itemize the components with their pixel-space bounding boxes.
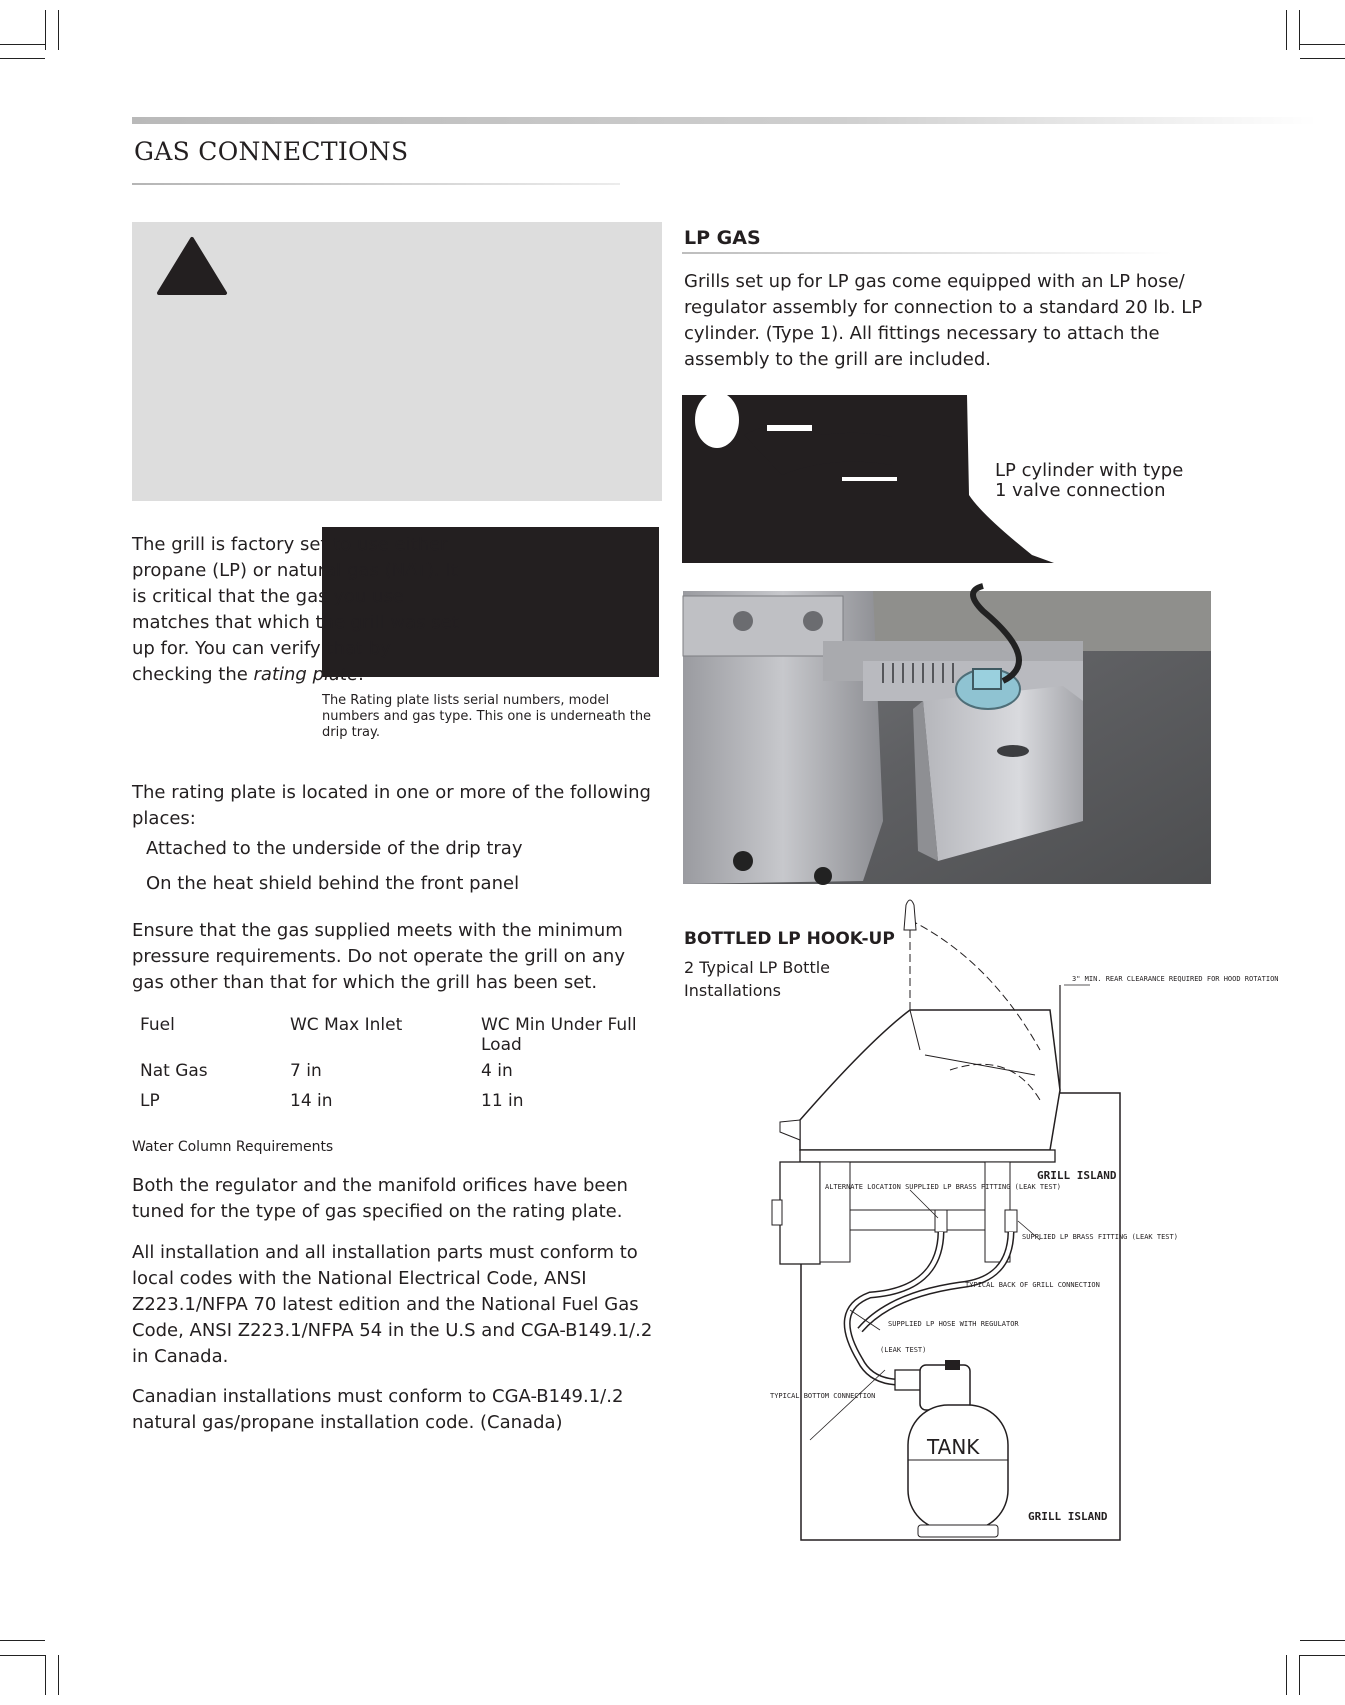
grill-island-bottom-label: GRILL ISLAND xyxy=(1028,1510,1108,1523)
warning-box xyxy=(132,222,662,501)
crop-mark xyxy=(1300,1640,1345,1641)
crop-mark xyxy=(45,10,46,50)
grill-island-top-label: GRILL ISLAND xyxy=(1037,1169,1117,1182)
rear-clearance-label: 3" MIN. REAR CLEARANCE REQUIRED FOR HOOD ROTATION xyxy=(1072,975,1279,983)
crop-mark xyxy=(1300,44,1345,45)
table-header-row xyxy=(140,1015,651,1061)
page-title: GAS CONNECTIONS xyxy=(134,137,409,166)
bottom-connection-label: TYPICAL BOTTOM CONNECTION xyxy=(770,1392,876,1400)
fuel-table xyxy=(140,1015,660,1121)
crop-mark xyxy=(0,44,45,45)
table-cell: 11 in xyxy=(481,1091,524,1111)
table-header: WC Min Under Full Load xyxy=(481,1015,637,1055)
table-caption: Water Column Requirements xyxy=(132,1139,334,1155)
table-cell: 14 in xyxy=(290,1091,333,1111)
intro-emphasis: rating plate xyxy=(253,664,359,685)
grill-hood xyxy=(800,1010,1060,1150)
lp-gas-heading: LP GAS xyxy=(684,227,761,249)
grill-with-lp-tank-photo xyxy=(683,591,1211,884)
intro-paragraph xyxy=(132,532,662,742)
codes-paragraph: All installation and all installation parts must conform to local codes with the National Electrical Code, ANSI Z223.1/NFPA 70 latest edition and the National Fuel Gas Code, ANSI Z223.1/NFPA 54 in the U.S and CGA-B149.1/.2 in Canada. xyxy=(132,1242,653,1367)
header-bar xyxy=(132,117,1317,124)
intro-text: The grill is factory set to use either propane (LP) or natural gas (NAT). It is critical that the gas you use matches that which the grill was set up for. You can verify that by checking the xyxy=(132,534,459,685)
table-header: WC Max Inlet xyxy=(290,1015,403,1035)
pressure-paragraph: Ensure that the gas supplied meets with the minimum pressure requirements. Do not operate the grill on any gas other than that for which the grill has been set. xyxy=(132,920,625,993)
regulator-paragraph: Both the regulator and the manifold orifices have been tuned for the type of gas specified on the rating plate. xyxy=(132,1175,628,1222)
leak-test-label: (LEAK TEST) xyxy=(880,1346,927,1354)
crop-mark xyxy=(1300,1655,1345,1656)
crop-mark xyxy=(58,1655,59,1695)
rating-plate-caption: The Rating plate lists serial numbers, model numbers and gas type. This one is underneath the drip tray. xyxy=(322,693,652,740)
lp-paragraph: Grills set up for LP gas come equipped with an LP hose/ regulator assembly for connection to a standard 20 lb. LP cylinder. (Type 1). All fittings necessary to attach the assembly to the grill are included. xyxy=(684,271,1203,370)
crop-mark xyxy=(0,1640,45,1641)
hookup-heading: BOTTLED LP HOOK-UP xyxy=(684,929,895,949)
table-cell: 7 in xyxy=(290,1061,322,1081)
crop-mark xyxy=(0,1655,45,1656)
location-item: Attached to the underside of the drip tray xyxy=(146,838,523,859)
alt-location-label: ALTERNATE LOCATION SUPPLIED LP BRASS FITTING (LEAK TEST) xyxy=(825,1183,1062,1191)
table-cell: LP xyxy=(140,1091,160,1111)
title-underline xyxy=(132,183,620,185)
table-row xyxy=(140,1091,651,1121)
supplied-lp-label: SUPPLIED LP BRASS FITTING (LEAK TEST) xyxy=(1022,1233,1178,1241)
lp-hookup-diagram xyxy=(760,900,1279,1550)
crop-mark xyxy=(1286,10,1287,50)
crop-mark xyxy=(58,10,59,50)
tank-body xyxy=(908,1405,1008,1530)
location-item: On the heat shield behind the front panel xyxy=(146,873,520,894)
warning-triangle-icon xyxy=(157,235,227,297)
tank-label: TANK xyxy=(927,1435,980,1459)
valve-highlight xyxy=(695,392,739,448)
table-cell: Nat Gas xyxy=(140,1061,208,1081)
cylinder-caption: LP cylinder with type 1 valve connection xyxy=(995,460,1184,501)
hose-label: SUPPLIED LP HOSE WITH REGULATOR xyxy=(888,1320,1019,1328)
table-row xyxy=(140,1061,651,1091)
crop-mark xyxy=(0,58,45,59)
lp-heading-rule xyxy=(682,252,1172,254)
hookup-subheading: 2 Typical LP Bottle Installations xyxy=(684,958,830,1000)
table-cell: 4 in xyxy=(481,1061,513,1081)
table-header: Fuel xyxy=(140,1015,175,1035)
canada-paragraph: Canadian installations must conform to CGA-B149.1/.2 natural gas/propane installation code. (Canada) xyxy=(132,1386,624,1433)
crop-mark xyxy=(45,1655,46,1695)
back-connection-label: TYPICAL BACK OF GRILL CONNECTION xyxy=(965,1281,1100,1289)
crop-mark xyxy=(1300,58,1345,59)
location-intro: The rating plate is located in one or more of the following places: xyxy=(132,782,651,829)
intro-end: . xyxy=(358,664,364,685)
crop-mark xyxy=(1286,1655,1287,1695)
crop-mark xyxy=(1299,1655,1300,1695)
